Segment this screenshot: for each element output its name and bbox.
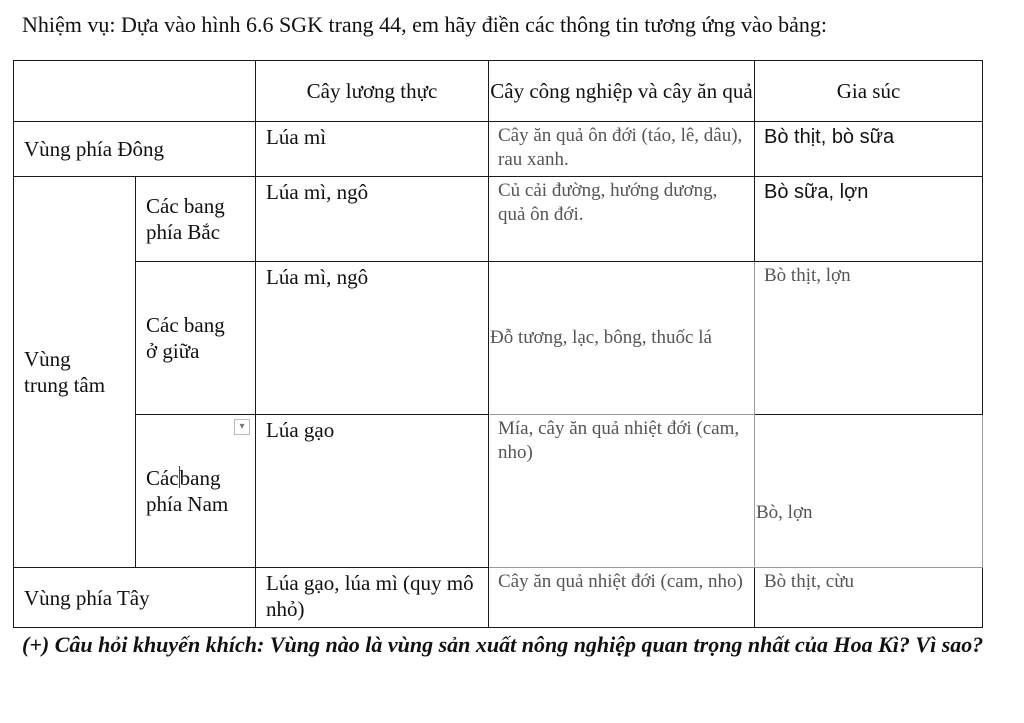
dropdown-arrow-icon[interactable]: ▾	[234, 419, 250, 435]
agriculture-table	[13, 60, 983, 628]
west-industrial-crops: Cây ăn quả nhiệt đới (cam, nho)	[489, 568, 755, 628]
north-livestock: Bò sữa, lợn	[755, 177, 983, 262]
subregion-middle-line1: Các bang	[146, 313, 225, 337]
subregion-south-line1b: bang	[179, 466, 221, 490]
south-livestock: Bò, lợn	[755, 415, 983, 568]
north-industrial-crops: Củ cải đường, hướng dương, quả ôn đới.	[489, 177, 755, 262]
subregion-north	[136, 177, 256, 262]
west-food-crops: Lúa gạo, lúa mì (quy mô nhỏ)	[256, 568, 489, 628]
south-industrial-crops: Mía, cây ăn quả nhiệt đới (cam, nho)	[489, 415, 755, 568]
south-food-crops: Lúa gạo	[256, 415, 489, 568]
subregion-south	[136, 415, 256, 568]
region-east: Vùng phía Đông	[14, 122, 256, 177]
subregion-middle-line2: ở giữa	[146, 339, 200, 363]
header-region-cell	[14, 61, 256, 122]
north-food-crops: Lúa mì, ngô	[256, 177, 489, 262]
subregion-south-line2: phía Nam	[146, 492, 229, 516]
middle-livestock: Bò thịt, lợn	[755, 262, 983, 415]
row-west	[14, 568, 983, 628]
subregion-north-line1: Các bang	[146, 194, 225, 218]
middle-food-crops: Lúa mì, ngô	[256, 262, 489, 415]
row-east	[14, 122, 983, 177]
region-west: Vùng phía Tây	[14, 568, 256, 628]
header-food-crops: Cây lương thực	[256, 61, 489, 122]
header-row	[14, 61, 983, 122]
row-central-north	[14, 177, 983, 262]
row-central-south	[14, 415, 983, 568]
region-central-line2: trung tâm	[24, 373, 106, 397]
row-central-middle	[14, 262, 983, 415]
west-livestock: Bò thịt, cừu	[755, 568, 983, 628]
middle-industrial-crops: Đỗ tương, lạc, bông, thuốc lá	[489, 262, 755, 415]
subregion-middle	[136, 262, 256, 415]
subregion-south-line1a: Các	[146, 466, 179, 490]
header-livestock: Gia súc	[755, 61, 983, 122]
region-central-line1: Vùng	[24, 347, 71, 371]
bonus-question: (+) Câu hỏi khuyến khích: Vùng nào là vùng sản xuất nông nghiệp quan trọng nhất của Hoa Kì? Vì sao?	[22, 632, 984, 657]
east-food-crops: Lúa mì	[256, 122, 489, 177]
east-industrial-crops: Cây ăn quả ôn đới (táo, lê, dâu), rau xanh.	[489, 122, 755, 177]
header-industrial-fruit-crops: Cây công nghiệp và cây ăn quả	[489, 61, 755, 122]
region-central	[14, 177, 136, 568]
east-livestock: Bò thịt, bò sữa	[755, 122, 983, 177]
subregion-north-line2: phía Bắc	[146, 220, 221, 244]
task-instruction: Nhiệm vụ: Dựa vào hình 6.6 SGK trang 44, em hãy điền các thông tin tương ứng vào bảng:	[22, 12, 828, 37]
